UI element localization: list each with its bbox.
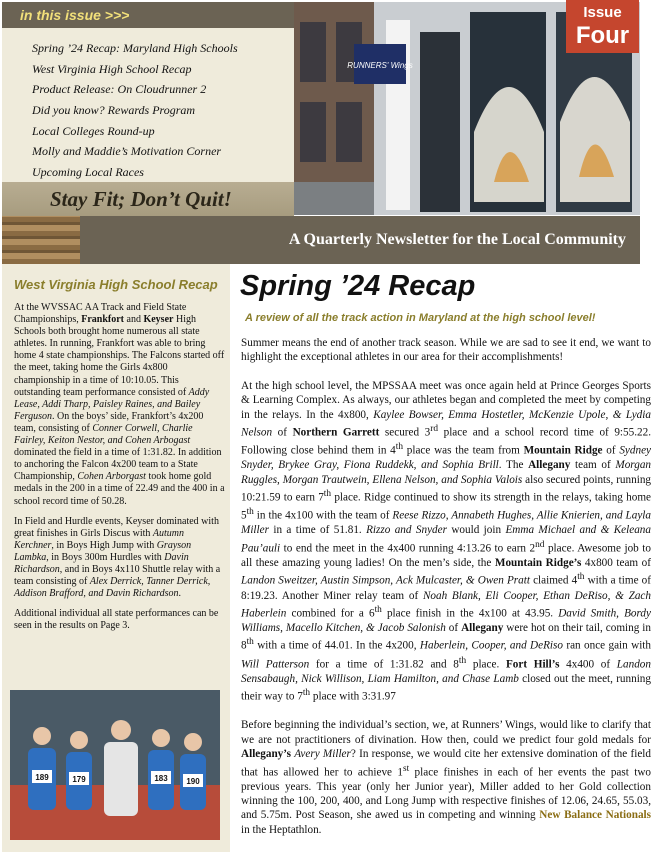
issue-badge — [566, 0, 639, 53]
sidebar-paragraph: Additional individual all state performances can be seen in the results on Page 3. — [14, 608, 219, 632]
toc-item[interactable]: Upcoming Local Races — [32, 165, 144, 180]
toc-heading: in this issue >>> — [20, 7, 130, 23]
sidebar-title: West Virginia High School Recap — [14, 277, 218, 292]
motto-band — [2, 182, 294, 216]
article-body — [241, 336, 651, 851]
bib-number: 189 — [35, 773, 49, 782]
tagline-band — [80, 216, 640, 264]
toc-item[interactable]: West Virginia High School Recap — [32, 61, 192, 76]
article-title: Spring ’24 Recap — [240, 270, 476, 302]
tagline-text: A Quarterly Newsletter for the Local Community — [288, 231, 626, 248]
article-paragraph: Summer means the end of another track season. While we are sad to see it end, we want to highlight the exceptional athletes in our area for their accomplishments! — [241, 337, 651, 364]
toc-header — [2, 2, 294, 28]
storefront-sign: RUNNERS' Wings — [347, 61, 413, 70]
article-subtitle: A review of all the track action in Maryland at the high school level! — [245, 312, 596, 324]
sidebar-body — [14, 302, 226, 640]
motto-text: Stay Fit; Don’t Quit! — [50, 187, 232, 211]
athletes-photo — [10, 690, 220, 840]
stone-texture — [2, 216, 80, 264]
issue-label: Issue — [583, 4, 622, 21]
toc-item[interactable]: Did you know? Rewards Program — [32, 103, 196, 118]
sidebar — [2, 264, 230, 852]
toc-item[interactable]: Molly and Maddie’s Motivation Corner — [32, 144, 222, 159]
sidebar-paragraph: In Field and Hurdle events, Keyser dominated with great finishes in Girls Discus with Autumn Kerchner, in Boys High Jump with Grayson Lambka, in Boys 300m Hurdles with Davin Richardson, and in Boys 4x110 Shuttle relay with a team consisting of Alex Derrick, Tanner Derrick, Addison Brafford, and Davin Richardson. — [14, 515, 221, 600]
issue-number: Four — [575, 22, 630, 49]
toc-list — [32, 38, 238, 183]
bib-number: 183 — [154, 774, 168, 783]
article-paragraph: Before beginning the individual’s section, we, at Runners’ Wings, would like to clarify that we are not practitioners of divination. How then, could we predict four gold medals for Allegany’s Avery Miller? In response, we would cite her extensive domination of the field that has allowed her to achieve 1st place finishes in each of her events the past two previous years. This year (only her Junior year), Miller added to her Gold collection winning the 100, 200, 400, and Long Jump with respective finishes of 12.06, 24.65, 55.03, and 5.75m. Post Season, she awed us in competing and winning New Balance Nationals in the Heptathlon. — [241, 719, 651, 836]
toc-item[interactable]: Product Release: On Cloudrunner 2 — [32, 82, 207, 97]
toc-item[interactable]: Spring ’24 Recap: Maryland High Schools — [32, 41, 238, 55]
toc-item[interactable]: Local Colleges Round-up — [32, 123, 155, 138]
bib-number: 190 — [186, 777, 200, 786]
toc-box — [2, 2, 296, 182]
sidebar-paragraph: At the WVSSAC AA Track and Field State Championships, Frankfort and Keyser High Schools both brought home numerous all state athletes. In running, Frankfort was able to bring home 4 state championships. The Falcons started off the meet, taking home the Girls 4x800 championship in a time of 10:10.05. This outstanding team performance consisted of Addy Lease, Addi Tharp, Paisley Raines, and Bailey Ferguson. On the boys’ side, Frankfort’s 4x200 team, consisting of Conner Corwell, Charlie Fairley, Keiton Nestor, and Cohen Arbogast dominated the field in a time of 1:31.82. In addition to anchoring the Falcon 4x200 team to a State Championship, Cohen Arborgast took home gold medals in the 200 in a time of 22.49 and the 400 in a school record time of 50.28. — [14, 302, 225, 507]
bib-number: 179 — [72, 775, 86, 784]
athletes-illustration — [10, 690, 220, 840]
article-paragraph: At the high school level, the MPSSAA meet was once again held at Prince Georges Sports & Learning Complex. As always, our athletes began and completed the meet by competing in the relays. In the 4x800, Kaylee Bowser, Emma Hostetler, McKenzie Upole, & Lydia Nelson of Northern Garrett secured 3rd place and a school record time of 9:55.22. Following close behind them in 4th place was the team from Mountain Ridge of Sydney Snyder, Brykee Gray, Fiona Ruddekk, and Sophia Brill. The Allegany team of Morgan Ruggles, Morgan Trautwein, Ellena Nelson, and Sophia Valois also secured points, running 10:21.59 to earn 7th place. Ridge continued to show its strength in the relays, taking home 5th in the 4x100 with the team of Reese Rizzo, Annabeth Hughes, Allie Knierien, and Layla Miller in a time of 51.81. Rizzo and Snyder would join Emma Michael and & Keleana Pau’auli to end the meet in the 4x400 running 4:13.26 to earn 2nd place. Awesome job to all these amazing young ladies! On the men’s side, the Mountain Ridge’s 4x800 team of Landon Sweitzer, Austin Simpson, Ack Mulcaster, & Owen Pratt claimed 4th with a time of 8:19.23. Another Miner relay team of Noah Blank, Eli Cooper, Ethan DeRiso, & Zach Haberlein combined for a 6th place finish in the 4x100 at 43.95. David Smith, Bordy Williams, Macello Kitchen, & Jacob Salonish of Allegany were hot on their tail, coming in 8th with a time of 44.01. In the 4x200, Haberlein, Cooper, and DeRiso ran once gain with Will Patterson for a time of 1:31.82 and 8th place. Fort Hill’s 4x400 of Landon Sensabaugh, Nick Willison, Liam Hamilton, and Chase Lamb closed out the meet, running their way to 7th place with 3:31.97 — [241, 379, 652, 703]
